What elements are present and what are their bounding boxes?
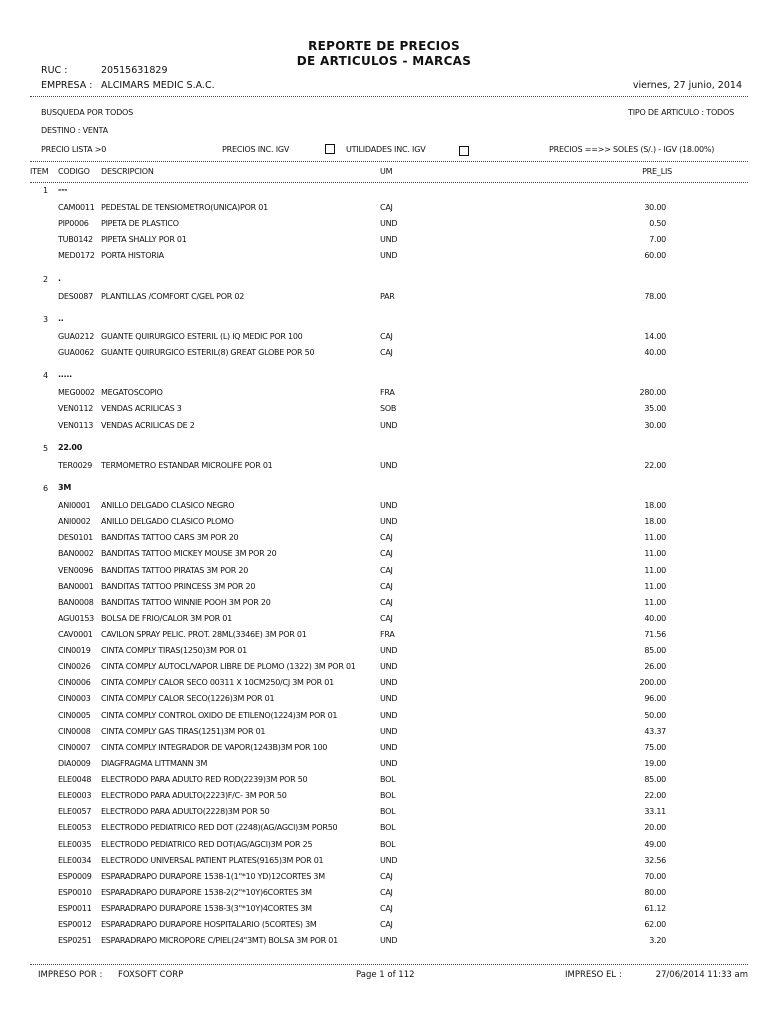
group-name: .. [58,313,64,323]
item-code: ANI0001 [58,501,91,511]
table-row [0,662,768,676]
item-price: 33.11 [644,807,666,817]
item-price: 11.00 [644,549,666,559]
item-code: ELE0035 [58,839,92,849]
table-row [0,936,768,950]
divider [30,161,748,162]
item-price: 19.00 [644,758,666,768]
item-code: GUA0212 [58,331,95,341]
item-um: UND [380,678,398,688]
item-um: UND [380,251,398,261]
impreso-por-label: IMPRESO POR : [38,970,103,980]
item-um: FRA [380,388,395,398]
table-row [0,614,768,628]
item-price: 30.00 [644,203,666,213]
item-um: CAJ [380,613,393,623]
item-code: ESP0011 [58,904,92,914]
item-um: UND [380,726,398,736]
item-code: ESP0009 [58,871,92,881]
destino-label: DESTINO : VENTA [41,126,108,135]
group-name: . [58,273,61,283]
item-um: UND [380,694,398,704]
item-price: 20.00 [644,823,666,833]
item-code: CAV0001 [58,630,93,639]
table-row [0,823,768,837]
item-description: PEDESTAL DE TENSIOMETRO(UNICA)POR 01 [101,203,268,213]
item-um: UND [380,710,398,720]
item-price: 11.00 [644,581,666,591]
table-row [0,566,768,580]
report-title: REPORTE DE PRECIOS [308,39,460,53]
item-description: BANDITAS TATTOO PIRATAS 3M POR 20 [101,565,249,575]
item-um: UND [380,517,398,527]
item-description: TERMOMETRO ESTANDAR MICROLIFE POR 01 [101,460,273,470]
item-description: CAVILON SPRAY PELIC. PROT. 28ML(3346E) 3M POR 01 [101,630,307,639]
group-number: 1 [43,186,48,195]
item-description: ELECTRODO PEDIATRICO RED DOT (2248)(AG/AGCl)3M POR50 [101,823,338,833]
table-row [0,203,768,217]
table-row [0,775,768,789]
item-price: 70.00 [644,871,666,881]
item-um: UND [380,420,398,430]
item-price: 75.00 [644,742,666,752]
precios-moneda-label: PRECIOS ==>> SOLES (S/.) - IGV (18.00%) [549,145,715,154]
item-um: CAJ [380,904,393,914]
item-description: BANDITAS TATTOO PRINCESS 3M POR 20 [101,581,256,591]
item-code: TER0029 [58,460,93,470]
table-row [0,235,768,249]
table-row [0,517,768,531]
item-code: GUA0062 [58,348,95,358]
item-description: BANDITAS TATTOO CARS 3M POR 20 [101,533,239,543]
item-code: BAN0001 [58,581,94,591]
item-description: MEGATOSCOPIO [101,388,163,398]
table-row [0,332,768,346]
item-um: CAJ [380,331,393,341]
col-pre-lis: PRE_LIS [642,167,672,176]
table-row [0,404,768,418]
item-code: BAN0008 [58,597,94,607]
precio-lista-label: PRECIO LISTA >0 [41,145,107,154]
group-number: 5 [43,443,48,453]
item-price: 18.00 [644,517,666,527]
item-description: PLANTILLAS /COMFORT C/GEL POR 02 [101,291,245,301]
item-price: 3.20 [649,936,666,946]
item-um: CAJ [380,348,393,358]
item-code: DIA0009 [58,758,91,768]
item-description: CINTA COMPLY GAS TIRAS(1251)3M POR 01 [101,726,266,736]
item-description: ESPARADRAPO DURAPORE 1538-1(1"*10 YD)12CORTES 3M [101,871,325,881]
table-row [0,678,768,692]
table-row [0,582,768,596]
item-description: PIPETA SHALLY POR 01 [101,235,187,245]
item-description: ESPARADRAPO MICROPORE C/PIEL(24"3MT) BOLSA 3M POR 01 [101,936,338,946]
col-codigo: CODIGO [58,167,90,176]
table-row [0,598,768,612]
item-description: ELECTRODO PARA ADULTO RED ROD(2239)3M POR 50 [101,775,308,785]
group-number: 3 [43,314,48,324]
item-um: BOL [380,775,396,785]
item-um: BOL [380,823,396,833]
item-price: 80.00 [644,887,666,897]
item-code: DES0101 [58,533,93,543]
item-price: 62.00 [644,920,666,930]
item-description: PORTA HISTORIA [101,251,164,261]
item-code: TUB0142 [58,235,93,245]
table-row [0,711,768,725]
item-um: CAJ [380,565,393,575]
item-description: ELECTRODO PARA ADULTO(2228)3M POR 50 [101,807,270,817]
group-number: 4 [43,371,48,381]
item-um: UND [380,219,398,229]
item-um: CAJ [380,871,393,881]
impreso-por-value: FOXSOFT CORP [118,970,184,980]
utilidades-inc-igv-label: UTILIDADES INC. IGV [346,145,426,154]
item-um: UND [380,235,398,245]
item-description: VENDAS ACRILICAS DE 2 [101,420,195,430]
col-item: ITEM [30,167,49,176]
utilidades-inc-igv-checkbox [459,146,469,156]
table-row [0,872,768,886]
item-um: UND [380,646,398,656]
table-row [0,461,768,475]
item-um: CAJ [380,533,393,543]
ruc-label: RUC : [41,65,68,76]
table-row [0,421,768,435]
item-um: UND [380,460,398,470]
item-description: ELECTRODO PARA ADULTO(2223)F/C- 3M POR 50 [101,791,287,801]
table-row [0,920,768,934]
table-row [0,904,768,918]
table-row [0,791,768,805]
item-um: UND [380,742,398,752]
table-row [0,840,768,854]
table-row [0,630,768,644]
item-price: 22.00 [644,791,666,801]
item-price: 78.00 [644,291,666,301]
group-name: ..... [58,370,72,380]
item-code: ELE0034 [58,855,92,865]
item-code: CIN0019 [58,646,91,656]
item-price: 200.00 [639,678,666,688]
ruc-value: 20515631829 [101,65,168,76]
item-price: 11.00 [644,597,666,607]
table-row [0,533,768,547]
group-header [0,315,768,329]
item-description: ESPARADRAPO DURAPORE 1538-2(2"*10Y)6CORTES 3M [101,887,312,897]
item-price: 18.00 [644,501,666,511]
item-code: ESP0012 [58,920,92,930]
item-code: CIN0026 [58,662,91,672]
item-description: CINTA COMPLY AUTOCL/VAPOR LIBRE DE PLOMO (1322) 3M POR 01 [101,662,356,672]
item-code: ELE0048 [58,775,92,785]
item-code: ANI0002 [58,517,91,527]
group-header [0,444,768,458]
item-um: CAJ [380,887,393,897]
item-description: ESPARADRAPO DURAPORE HOSPITALARIO (5CORTES) 3M [101,920,317,930]
item-code: CIN0003 [58,694,91,704]
item-um: UND [380,662,398,672]
table-row [0,348,768,362]
group-number: 6 [43,483,48,493]
group-header [0,186,768,200]
table-row [0,388,768,402]
item-um: FRA [380,630,395,639]
item-um: BOL [380,839,396,849]
divider [30,964,748,965]
item-um: UND [380,936,398,946]
item-code: CIN0005 [58,710,91,720]
item-code: ELE0053 [58,823,92,833]
item-um: PAR [380,291,395,301]
col-um: UM [380,167,393,176]
table-row [0,501,768,515]
item-price: 40.00 [644,348,666,358]
item-price: 11.00 [644,533,666,543]
item-code: VEN0112 [58,404,94,414]
table-row [0,743,768,757]
item-um: CAJ [380,581,393,591]
item-price: 96.00 [644,694,666,704]
item-price: 85.00 [644,775,666,785]
item-description: CINTA COMPLY INTEGRADOR DE VAPOR(1243B)3M POR 100 [101,742,328,752]
item-code: ELE0003 [58,791,92,801]
table-row [0,549,768,563]
item-code: BAN0002 [58,549,94,559]
item-um: CAJ [380,597,393,607]
item-price: 32.56 [644,855,666,865]
group-header [0,275,768,289]
item-um: UND [380,758,398,768]
item-description: ESPARADRAPO DURAPORE 1538-3(3"*10Y)4CORTES 3M [101,904,312,914]
item-code: VEN0113 [58,420,94,430]
item-price: 49.00 [644,839,666,849]
table-row [0,646,768,660]
busqueda-label: BUSQUEDA POR TODOS [41,108,134,117]
item-price: 0.50 [649,219,666,229]
item-code: PIP0006 [58,219,89,229]
table-row [0,219,768,233]
table-row [0,292,768,306]
item-description: BOLSA DE FRIO/CALOR 3M POR 01 [101,613,232,623]
item-description: ELECTRODO PEDIATRICO RED DOT(AG/AGCl)3M POR 25 [101,839,313,849]
item-code: AGU0153 [58,613,94,623]
precios-inc-igv-label: PRECIOS INC. IGV [222,145,290,154]
divider [30,96,748,97]
item-price: 22.00 [644,460,666,470]
report-subtitle: DE ARTICULOS - MARCAS [296,54,472,68]
impreso-el-label: IMPRESO EL : [565,970,622,980]
item-code: CAM0011 [58,203,95,213]
item-description: VENDAS ACRILICAS 3 [101,404,182,414]
group-name: 3M [58,482,72,492]
item-um: BOL [380,807,396,817]
table-row [0,727,768,741]
divider [30,182,748,183]
item-um: BOL [380,791,396,801]
item-description: GUANTE QUIRURGICO ESTERIL (L) IQ MEDIC POR 100 [101,331,303,341]
item-description: GUANTE QUIRURGICO ESTERIL(8) GREAT GLOBE POR 50 [101,348,315,358]
group-header [0,371,768,385]
group-number: 2 [43,274,48,284]
item-description: BANDITAS TATTOO MICKEY MOUSE 3M POR 20 [101,549,277,559]
group-name: --- [58,185,68,194]
item-description: CINTA COMPLY TIRAS(1250)3M POR 01 [101,646,247,656]
empresa-value: ALCIMARS MEDIC S.A.C. [101,80,215,91]
item-description: CINTA COMPLY CALOR SECO 00311 X 10CM250/CJ 3M POR 01 [101,678,334,688]
item-description: CINTA COMPLY CONTROL OXIDO DE ETILENO(1224)3M POR 01 [101,710,338,720]
page-number: Page 1 of 112 [356,970,415,980]
item-price: 60.00 [644,251,666,261]
table-row [0,759,768,773]
item-price: 30.00 [644,420,666,430]
item-price: 26.00 [644,662,666,672]
item-price: 40.00 [644,613,666,623]
item-code: MEG0002 [58,388,95,398]
item-description: PIPETA DE PLASTICO [101,219,179,229]
item-um: UND [380,855,398,865]
item-code: CIN0008 [58,726,91,736]
item-price: 11.00 [644,565,666,575]
item-description: CINTA COMPLY CALOR SECO(1226)3M POR 01 [101,694,275,704]
table-row [0,694,768,708]
item-code: CIN0006 [58,678,91,688]
item-description: DIAGFRAGMA LITTMANN 3M [101,758,208,768]
item-price: 280.00 [639,388,666,398]
item-price: 71.56 [644,630,666,639]
item-um: CAJ [380,920,393,930]
report-date: viernes, 27 junio, 2014 [632,80,742,91]
item-code: CIN0007 [58,742,91,752]
item-um: CAJ [380,203,393,213]
table-row [0,888,768,902]
item-price: 43.37 [644,726,666,736]
item-um: CAJ [380,549,393,559]
item-code: ELE0057 [58,807,92,817]
item-code: ESP0251 [58,936,92,946]
precios-inc-igv-checkbox [325,144,335,154]
item-price: 14.00 [644,331,666,341]
table-row [0,807,768,821]
group-header [0,484,768,498]
item-code: ESP0010 [58,887,92,897]
item-price: 7.00 [649,235,666,245]
table-row [0,856,768,870]
item-description: BANDITAS TATTOO WINNIE POOH 3M POR 20 [101,597,271,607]
empresa-label: EMPRESA : [41,80,93,91]
item-um: UND [380,501,398,511]
item-description: ANILLO DELGADO CLASICO PLOMO [101,517,234,527]
item-price: 35.00 [644,404,666,414]
impreso-el-value: 27/06/2014 11:33 am [655,970,748,980]
table-row [0,251,768,265]
item-code: DES0087 [58,291,93,301]
tipo-articulo-label: TIPO DE ARTICULO : TODOS [628,108,734,117]
group-name: 22.00 [58,442,83,452]
col-descripcion: DESCRIPCION [101,167,154,176]
item-code: MED0172 [58,251,95,261]
item-code: VEN0096 [58,565,94,575]
item-description: ELECTRODO UNIVERSAL PATIENT PLATES(9165)3M POR 01 [101,855,324,865]
item-description: ANILLO DELGADO CLASICO NEGRO [101,501,235,511]
item-price: 50.00 [644,710,666,720]
item-um: SOB [380,404,397,414]
item-price: 61.12 [644,904,666,914]
item-price: 85.00 [644,646,666,656]
